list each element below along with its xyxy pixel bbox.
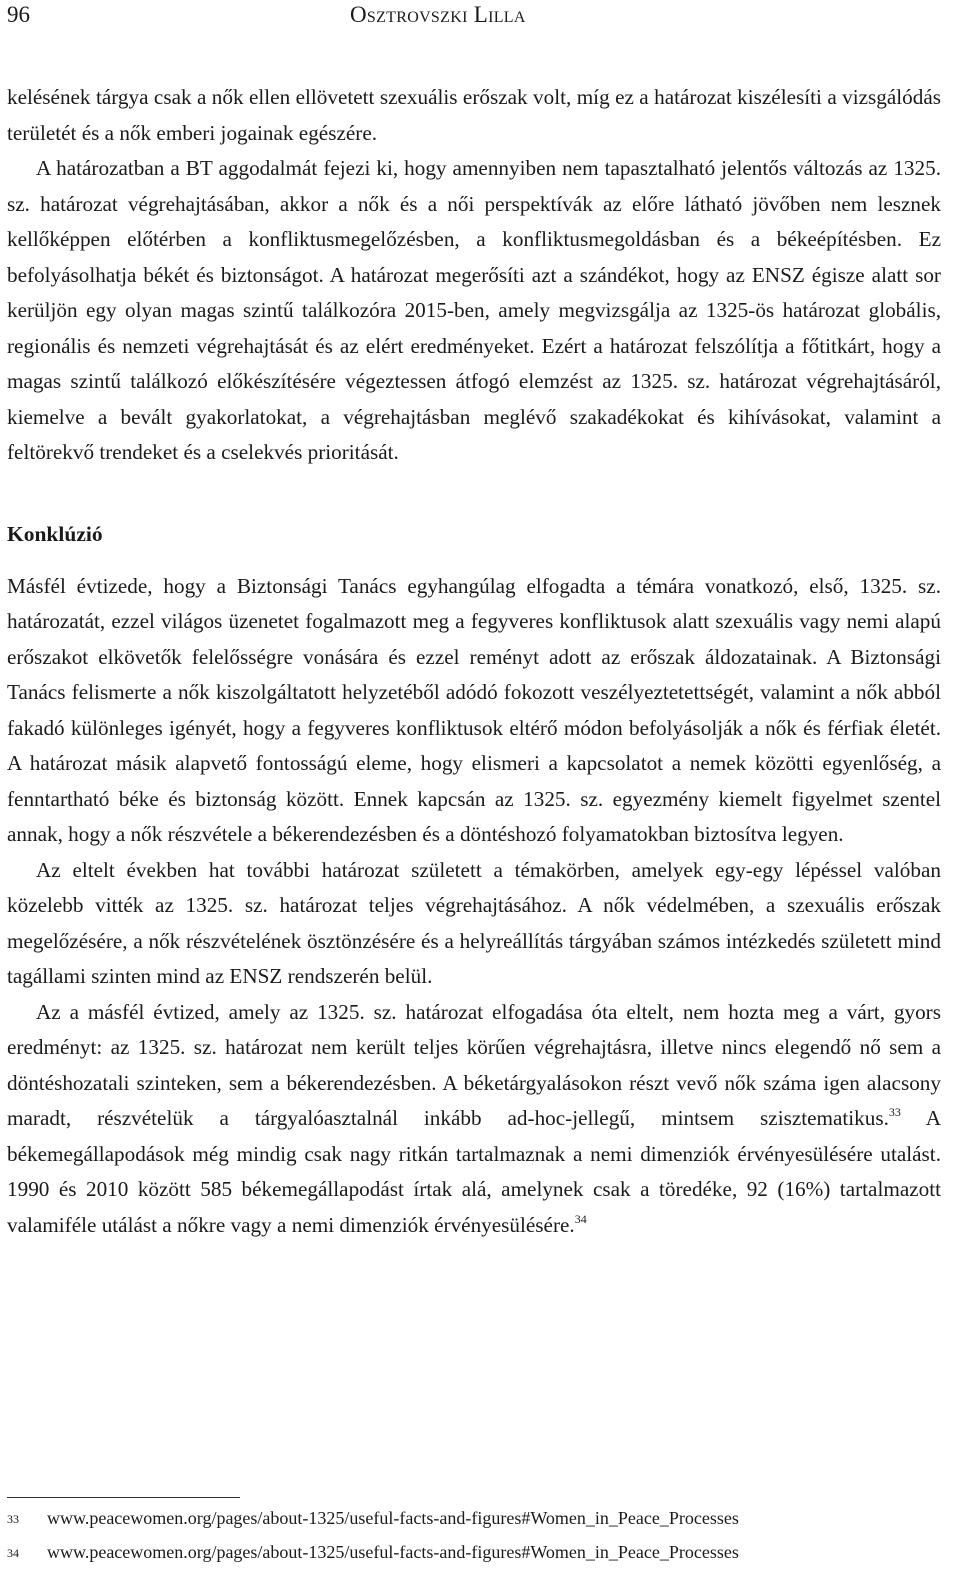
paragraph-resolution-concern: A határozatban a BT aggodalmát fejezi ki, hogy amennyiben nem tapasztalható jelentős változás az 1325. sz. határozat végrehajtásában, akkor a nők és a női perspektívák az előre látható jövőben nem lesznek kellőképpen előtérben a konfliktusmegelőzésben, a konfliktusmegoldásban és a békeépítésben. Ez befolyásolhatja békét és biztonságot. A határozat megerősíti azt a szándékot, hogy az ENSZ égisze alatt sor kerüljön egy olyan magas szintű találkozóra 2015-ben, amely megvizsgálja az 1325-ös határozat globális, regionális és nemzeti végrehajtását és az elért eredményeket. Ezért a határozat felszólítja a főtitkárt, hogy a magas szintű találkozó előkészítésére végeztessen átfogó elemzést az 1325. sz. határozat végrehajtásáról, kiemelve a bevált gyakorlatokat, a végrehajtásban meglévő szakadékokat és kihívásokat, valamint a feltörekvő trendeket és a cselekvés prioritását. [7,156,941,464]
footnotes [7,1508,941,1576]
footnote-separator [7,1497,240,1498]
book-page [7,0,941,1243]
footnote-number: 34 [7,1546,19,1560]
footnote-ref-33[interactable]: 33 [888,1105,901,1119]
paragraph-conclusion-3 [7,995,941,1244]
paragraph-conclusion-2: Az eltelt években hat további határozat született a témakörben, amelyek egy-egy lépéssel valóban közelebb vitték az 1325. sz. határozat teljes végrehajtásához. A nők védelmében, a szexuális erőszak megelőzésére, a nők részvételének ösztönzésére és a helyreállítás tárgyában számos intézkedés született mind tagállami szinten mind az ENSZ rendszerén belül. [7,857,941,988]
paragraph-conclusion-3-part-a: Az a másfél évtized, amely az 1325. sz. határozat elfogadása óta eltelt, nem hozta meg a várt, gyors eredményt: az 1325. sz. határozat nem került teljes körűen végrehajtásra, illetve nincs elegendő nő sem a döntéshozatali szinteken, sem a békerendezésben. A béketárgyalásokon részt vevő nők száma igen alacsony maradt, részvételük a tárgyalóasztalnál inkább ad-hoc-jellegű, mintsem szisztematikus. [7,999,941,1130]
footnote-link[interactable]: www.peacewomen.org/pages/about-1325/useful-facts-and-figures#Women_in_Peace_Processes [47,1542,739,1562]
paragraph-conclusion-3-part-b: A békemegállapodások még mindig csak nagy ritkán tartalmaznak a nemi dimenziók érvényesülésére utalást. 1990 és 2010 között 585 békemegállapodást írtak alá, amelynek csak a töredéke, 92 (16%) tartalmazott valamiféle utálást a nőkre vagy a nemi dimenziók érvényesülésére. [7,1106,941,1237]
running-header [7,0,941,34]
footnote-number: 33 [7,1512,19,1526]
footnote-ref-34[interactable]: 34 [574,1211,587,1226]
footnote-link[interactable]: www.peacewomen.org/pages/about-1325/useful-facts-and-figures#Women_in_Peace_Processes [47,1508,739,1528]
paragraph-continued: kelésének tárgya csak a nők ellen ellövetett szexuális erőszak volt, míg ez a határozat kiszélesíti a vizsgálódás területét és a nők emberi jogainak egészére. [7,85,941,145]
section-heading-conclusion: Konklúzió [7,521,103,546]
running-title-author: Osztrovszki Lilla [350,2,526,27]
page-number: 96 [7,2,30,27]
paragraph-conclusion-1: Másfél évtizede, hogy a Biztonsági Tanács egyhangúlag elfogadta a témára vonatkozó, első, 1325. sz. határozatát, ezzel világos üzenetet fogalmazott meg a fegyveres konfliktusok alatt szexuális vagy nemi alapú erőszakot elkövetők felelősségre vonására és ezzel reményt adott az erőszak áldozatainak. A Biztonsági Tanács felismerte a nők kiszolgáltatott helyzetéből adódó fokozott veszélyeztetettségét, valamint a nők abból fakadó különleges igényét, hogy a fegyveres konfliktusok eltérő módon befolyásolják a nők és férfiak életét. A határozat másik alapvető fontosságú eleme, hogy elismeri a kapcsolatot a nemek közötti egyenlőség, a fenntartható béke és biztonság között. Ennek kapcsán az 1325. sz. egyezmény kiemelt figyelmet szentel annak, hogy a nők részvétele a békerendezésben és a döntéshozó folyamatokban biztosítva legyen. [7,573,941,846]
footnote-34 [7,1542,941,1576]
